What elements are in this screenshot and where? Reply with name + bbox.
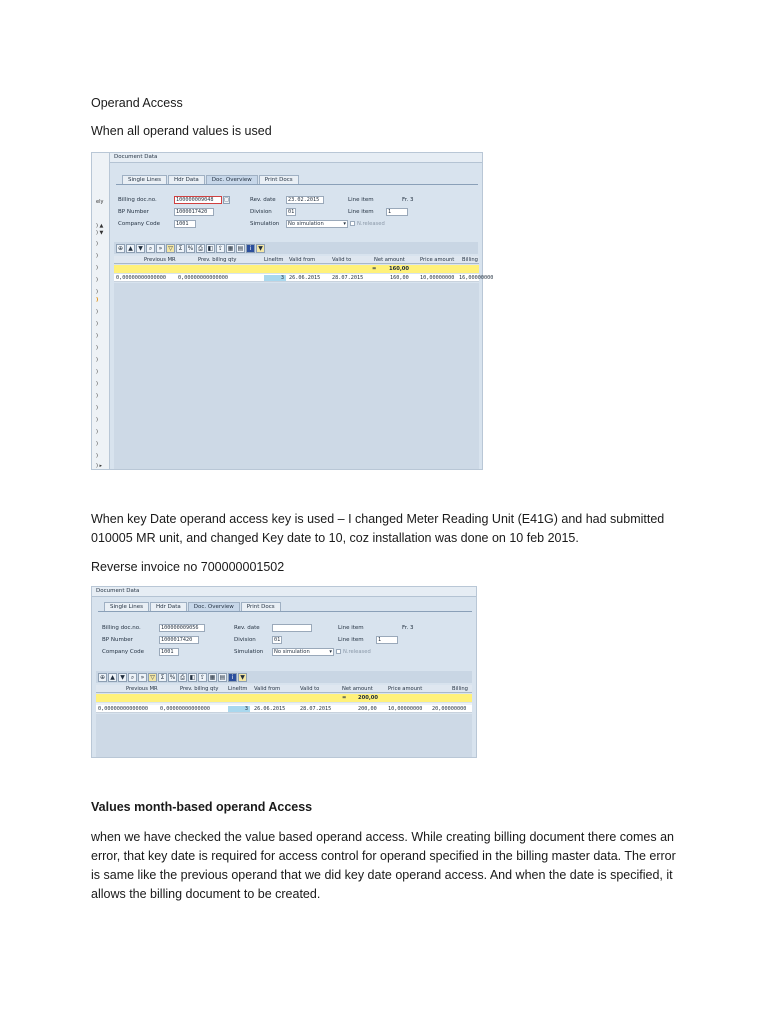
- filter-icon[interactable]: ▽: [166, 244, 175, 253]
- company-code-field[interactable]: 1001: [174, 220, 196, 228]
- dropdown-arrow-icon: ▾: [329, 649, 332, 655]
- col-valid-from[interactable]: Valid from: [254, 686, 281, 692]
- released-checkbox[interactable]: [336, 649, 341, 654]
- graphic-icon[interactable]: ▤: [219, 673, 226, 681]
- simulation-value: No simulation: [288, 221, 324, 227]
- cell-price-amount: 10,00000000: [388, 706, 423, 712]
- match-code-icon[interactable]: □: [224, 197, 229, 203]
- col-line-itm[interactable]: LineItm: [264, 257, 284, 263]
- released-checkbox[interactable]: [350, 221, 355, 226]
- sort-desc-icon[interactable]: ▼: [136, 244, 145, 253]
- cell-net-amount: 160,00: [390, 275, 409, 281]
- heading-operand-access: Operand Access: [91, 96, 183, 110]
- label-fr: Fr. 3: [402, 625, 414, 631]
- label-rev-date: Rev. date: [250, 197, 276, 203]
- col-valid-to[interactable]: Valid to: [300, 686, 320, 692]
- bp-number-field[interactable]: 1000017420: [174, 208, 214, 216]
- cell-valid-to: 28.07.2015: [300, 706, 332, 712]
- para-all-operand-values: When all operand values is used: [91, 124, 272, 138]
- find-icon[interactable]: ⌕: [146, 244, 155, 253]
- para-key-date: When key Date operand access key is used – I changed Meter Reading Unit (E41G) and had submitted 010005 MR unit, and changed Key date to 10, coz installation was done on 10 feb 2015.: [91, 512, 665, 545]
- label-company-code: Company Code: [102, 649, 144, 655]
- tab-doc-overview[interactable]: Doc. Overview: [188, 602, 240, 611]
- col-line-itm[interactable]: LineItm: [228, 686, 248, 692]
- sort-asc-icon[interactable]: ▲: [126, 244, 135, 253]
- export-icon[interactable]: ⇪: [217, 244, 224, 252]
- total-row: [114, 265, 479, 273]
- tab-underline: [98, 611, 472, 612]
- billing-doc-field[interactable]: 100000009056: [159, 624, 205, 632]
- select-icon[interactable]: ▼: [238, 673, 247, 682]
- cell-prev-billing-qty: 0,00000000000000: [160, 706, 210, 712]
- details-icon[interactable]: ⊕: [117, 244, 124, 252]
- tab-hdr-data[interactable]: Hdr Data: [150, 602, 187, 611]
- heading-values-month-based: Values month-based operand Access: [91, 800, 313, 814]
- cell-previous-mr: 0,00000000000000: [116, 275, 166, 281]
- total-net-amount: 160,00: [389, 266, 410, 272]
- section-title: Document Data: [110, 153, 482, 163]
- export-icon[interactable]: ⇪: [199, 673, 206, 681]
- label-simulation: Simulation: [234, 649, 264, 655]
- table-body-empty: [114, 283, 479, 469]
- alv-toolbar: [96, 671, 472, 683]
- col-previous-mr[interactable]: Previous MR: [126, 686, 158, 692]
- view-icon[interactable]: ◧: [189, 673, 196, 681]
- tab-print-docs[interactable]: Print Docs: [259, 175, 299, 184]
- sum-icon[interactable]: Σ: [176, 244, 185, 253]
- select-icon[interactable]: ▼: [256, 244, 265, 253]
- released-label: N.released: [357, 221, 385, 227]
- label-company-code: Company Code: [118, 221, 160, 227]
- label-line-item: Line item: [338, 625, 364, 631]
- cell-price-amount: 10,00000000: [420, 275, 455, 281]
- table-body-empty: [96, 714, 472, 757]
- table-row[interactable]: [114, 274, 494, 282]
- label-division: Division: [250, 209, 272, 215]
- table-row[interactable]: [96, 705, 472, 713]
- sum-icon[interactable]: Σ: [158, 673, 167, 682]
- label-billing-doc: Billing doc.no.: [102, 625, 141, 631]
- table-header: [114, 256, 479, 264]
- tab-hdr-data[interactable]: Hdr Data: [168, 175, 205, 184]
- tab-single-lines[interactable]: Single Lines: [122, 175, 167, 184]
- para-reverse-invoice: Reverse invoice no 700000001502: [91, 560, 285, 574]
- view-icon[interactable]: ◧: [207, 244, 214, 252]
- cell-previous-mr: 0,00000000000000: [98, 706, 148, 712]
- col-price-amount[interactable]: Price amount: [388, 686, 423, 692]
- tab-bar: [122, 175, 300, 184]
- cell-valid-to: 28.07.2015: [332, 275, 364, 281]
- col-prev-billing-qty[interactable]: Prev. billng qty: [180, 686, 219, 692]
- cell-prev-billing-qty: 0,00000000000000: [178, 275, 228, 281]
- label-fr: Fr. 3: [402, 197, 414, 203]
- cell-valid-from: 26.06.2015: [289, 275, 321, 281]
- info-icon[interactable]: i: [246, 244, 255, 253]
- label-bp-number: BP Number: [102, 637, 133, 643]
- released-label: N.released: [343, 649, 371, 655]
- cell-valid-from: 26.06.2015: [254, 706, 286, 712]
- find-icon[interactable]: ⌕: [128, 673, 137, 682]
- cell-net-amount: 200,00: [358, 706, 377, 712]
- filter-icon[interactable]: ▽: [148, 673, 157, 682]
- table-header: [96, 685, 472, 693]
- find-next-icon[interactable]: »: [156, 244, 165, 253]
- label-line-item-2: Line item: [348, 209, 374, 215]
- col-price-amount[interactable]: Price amount: [420, 257, 455, 263]
- sort-asc-icon[interactable]: ▲: [108, 673, 117, 682]
- cell-billing: 20,00000000: [432, 706, 467, 712]
- billing-doc-field[interactable]: 100000009048: [174, 196, 222, 204]
- col-billing[interactable]: Billing: [452, 686, 468, 692]
- simulation-value: No simulation: [274, 649, 310, 655]
- division-field[interactable]: 01: [288, 209, 295, 215]
- sap-screenshot-2: [91, 586, 477, 758]
- total-marker: =: [372, 266, 377, 272]
- label-line-item: Line item: [348, 197, 374, 203]
- total-marker: =: [342, 695, 347, 701]
- details-icon[interactable]: ⊕: [99, 673, 106, 681]
- label-billing-doc: Billing doc.no.: [118, 197, 157, 203]
- col-prev-billing-qty[interactable]: Prev. billng qty: [198, 257, 237, 263]
- tab-underline: [116, 184, 478, 185]
- col-net-amount[interactable]: Net amount: [342, 686, 373, 692]
- tab-doc-overview[interactable]: Doc. Overview: [206, 175, 258, 184]
- line-item-field[interactable]: 1: [386, 208, 408, 216]
- label-line-item-2: Line item: [338, 637, 364, 643]
- col-net-amount[interactable]: Net amount: [374, 257, 405, 263]
- total-row: [96, 694, 472, 702]
- label-simulation: Simulation: [250, 221, 280, 227]
- para-value-based: when we have checked the value based operand access. While creating billing document there comes an error, that key date is required for access control for operand specified in the billing master data. The error is same like the previous operand that we did key date operand access. And when the date is specified, it allows the billing document to be created.: [91, 830, 676, 901]
- line-item-field[interactable]: 1: [376, 636, 398, 644]
- dropdown-arrow-icon: ▾: [343, 221, 346, 227]
- cell-line-itm: 3: [228, 706, 250, 712]
- print-icon[interactable]: ⎙: [196, 244, 205, 253]
- find-next-icon[interactable]: »: [138, 673, 147, 682]
- subtotal-icon[interactable]: %: [169, 673, 176, 681]
- label-division: Division: [234, 637, 256, 643]
- graphic-icon[interactable]: ▤: [237, 244, 244, 252]
- total-net-amount: 200,00: [358, 695, 379, 701]
- left-label: ely: [96, 199, 104, 205]
- cell-billing: 16,00000000: [459, 275, 494, 281]
- simulation-select[interactable]: [272, 648, 334, 656]
- tab-print-docs[interactable]: Print Docs: [241, 602, 281, 611]
- subtotal-icon[interactable]: %: [187, 244, 194, 252]
- label-bp-number: BP Number: [118, 209, 149, 215]
- tab-bar: [104, 602, 282, 611]
- section-title: Document Data: [92, 587, 476, 597]
- col-billing[interactable]: Billing: [462, 257, 478, 263]
- label-rev-date: Rev. date: [234, 625, 260, 631]
- sap-screenshot-1: [91, 152, 494, 470]
- info-icon[interactable]: i: [228, 673, 237, 682]
- tab-single-lines[interactable]: Single Lines: [104, 602, 149, 611]
- col-previous-mr[interactable]: Previous MR: [144, 257, 176, 263]
- bp-number-field[interactable]: 1000017420: [159, 636, 199, 644]
- cell-line-itm: 3: [264, 275, 286, 281]
- rev-date-field[interactable]: 23.02.2015: [286, 196, 324, 204]
- layout-icon[interactable]: ▦: [227, 244, 234, 252]
- alv-toolbar: [114, 242, 478, 254]
- simulation-select[interactable]: [286, 220, 348, 228]
- col-valid-from[interactable]: Valid from: [289, 257, 316, 263]
- sort-desc-icon[interactable]: ▼: [118, 673, 127, 682]
- division-field[interactable]: 01: [274, 637, 281, 643]
- col-valid-to[interactable]: Valid to: [332, 257, 352, 263]
- company-code-field[interactable]: 1001: [159, 648, 179, 656]
- print-icon[interactable]: ⎙: [178, 673, 187, 682]
- rev-date-field[interactable]: [272, 624, 312, 632]
- layout-icon[interactable]: ▦: [209, 673, 216, 681]
- left-strip: ely ) ▲ ) ▼ ) ) ) ) ) ) ) ) ) ) ) ) ) ) ) ) ) ) ) ) ▸: [92, 153, 110, 469]
